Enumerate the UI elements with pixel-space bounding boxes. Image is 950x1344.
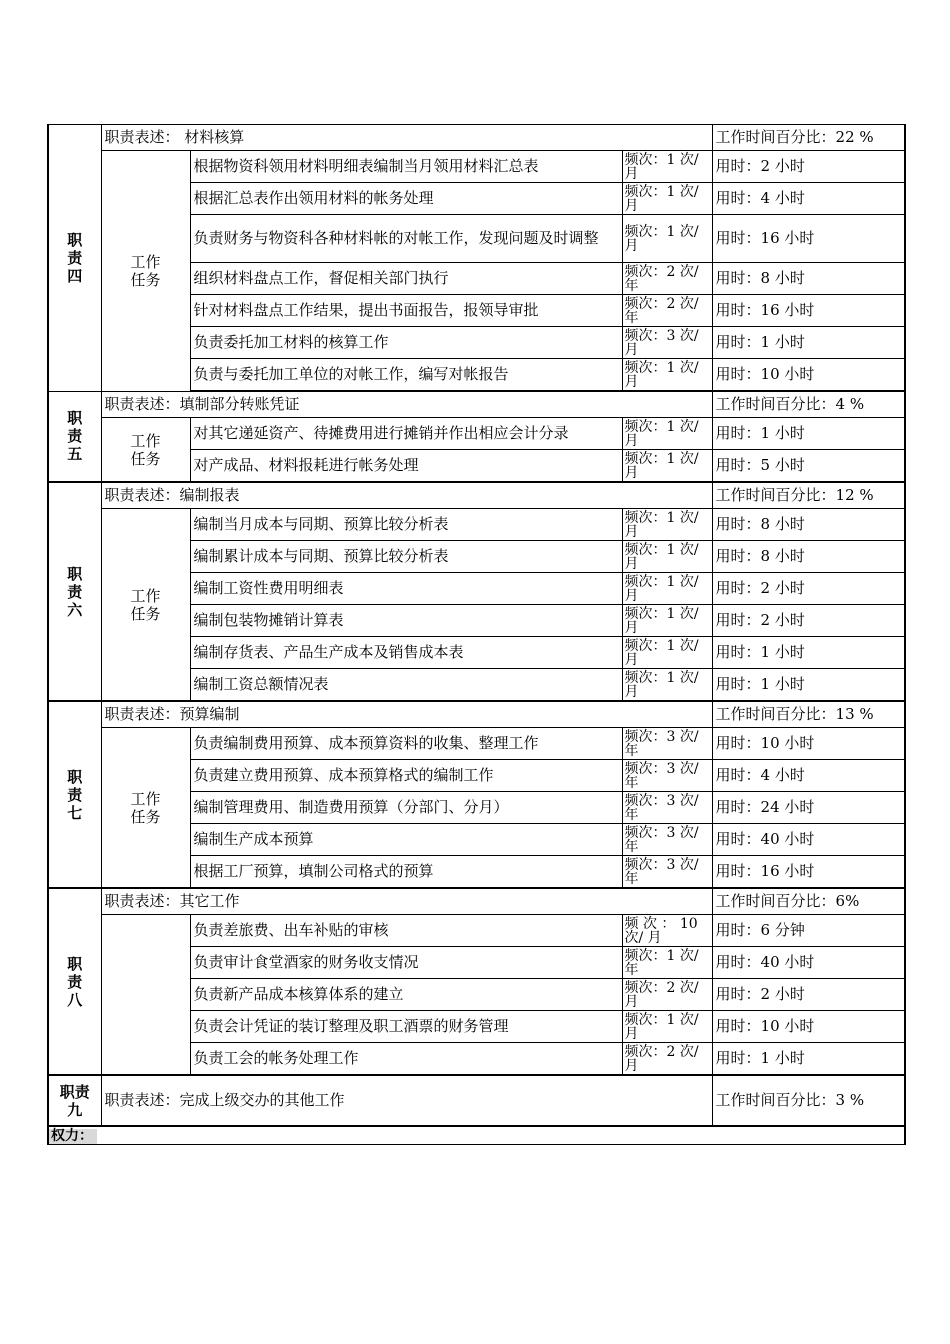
task-text: 负责委托加工材料的核算工作: [190, 327, 622, 359]
task-duration: 用时：2 小时: [712, 151, 905, 183]
duty-description: 职责表述： 材料核算: [101, 125, 712, 151]
work-tasks-label: 工作任务: [101, 509, 190, 702]
task-frequency: 频次：2 次/ 月: [622, 979, 712, 1011]
task-text: 对其它递延资产、待摊费用进行摊销并作出相应会计分录: [190, 418, 622, 450]
task-frequency: 频次：1 次/ 月: [622, 669, 712, 702]
duty-description: 职责表述：其它工作: [101, 888, 712, 915]
task-row: [48, 418, 905, 450]
work-tasks-label: 工作任务: [101, 728, 190, 889]
duty-description-row: [48, 482, 905, 509]
task-frequency: 频次：3 次/ 年: [622, 856, 712, 889]
task-text: 负责建立费用预算、成本预算格式的编制工作: [190, 760, 622, 792]
duty-label: 职责七: [48, 701, 101, 888]
work-tasks-label: 工作任务: [101, 418, 190, 483]
task-duration: 用时：2 小时: [712, 573, 905, 605]
work-tasks-label: 工作任务: [101, 151, 190, 392]
task-frequency: 频次：3 次/ 年: [622, 728, 712, 760]
power-cell: [48, 1126, 905, 1145]
task-text: 负责审计食堂酒家的财务收支情况: [190, 947, 622, 979]
task-frequency: 频 次 ： 10 次/ 月: [622, 915, 712, 947]
task-text: 负责财务与物资科各种材料帐的对帐工作，发现问题及时调整: [190, 215, 622, 263]
duty-description: 职责表述：填制部分转账凭证: [101, 391, 712, 418]
task-text: 负责差旅费、出车补贴的审核: [190, 915, 622, 947]
task-text: 根据工厂预算，填制公司格式的预算: [190, 856, 622, 889]
time-percentage: 工作时间百分比：3 %: [712, 1075, 905, 1126]
time-percentage: 工作时间百分比：13 %: [712, 701, 905, 728]
task-frequency: 频次：2 次/ 年: [622, 295, 712, 327]
task-frequency: 频次：1 次/ 月: [622, 418, 712, 450]
task-frequency: 频次：1 次/ 月: [622, 183, 712, 215]
task-duration: 用时：1 小时: [712, 1043, 905, 1076]
task-duration: 用时：10 小时: [712, 1011, 905, 1043]
task-duration: 用时：2 小时: [712, 605, 905, 637]
task-text: 编制当月成本与同期、预算比较分析表: [190, 509, 622, 541]
task-frequency: 频次：3 次/ 年: [622, 760, 712, 792]
duty-description: 职责表述：完成上级交办的其他工作: [101, 1075, 712, 1126]
task-text: 编制包装物摊销计算表: [190, 605, 622, 637]
task-frequency: 频次：1 次/月: [622, 509, 712, 541]
task-text: 负责新产品成本核算体系的建立: [190, 979, 622, 1011]
task-duration: 用时：1 小时: [712, 418, 905, 450]
task-duration: 用时：4 小时: [712, 760, 905, 792]
task-frequency: 频次：3 次/ 年: [622, 824, 712, 856]
task-duration: 用时：8 小时: [712, 509, 905, 541]
task-frequency: 频次：1 次/ 年: [622, 947, 712, 979]
task-duration: 用时：10 小时: [712, 359, 905, 392]
task-frequency: 频次：1 次/ 月: [622, 573, 712, 605]
duty-description-row: [48, 391, 905, 418]
task-duration: 用时：1 小时: [712, 637, 905, 669]
task-frequency: 频次：3 次/ 月: [622, 327, 712, 359]
task-duration: 用时：24 小时: [712, 792, 905, 824]
task-duration: 用时：40 小时: [712, 947, 905, 979]
task-frequency: 频次：1 次/ 月: [622, 637, 712, 669]
duty-description-row: [48, 125, 905, 151]
task-text: 编制存货表、产品生产成本及销售成本表: [190, 637, 622, 669]
task-row: [48, 509, 905, 541]
duty-description: 职责表述：编制报表: [101, 482, 712, 509]
task-frequency: 频次：2 次/ 年: [622, 263, 712, 295]
task-duration: 用时：6 分钟: [712, 915, 905, 947]
task-frequency: 频次：1 次/月: [622, 151, 712, 183]
duty-label: 职责六: [48, 482, 101, 701]
task-text: 根据汇总表作出领用材料的帐务处理: [190, 183, 622, 215]
task-row: [48, 728, 905, 760]
task-frequency: 频次：1 次/ 月: [622, 605, 712, 637]
task-duration: 用时：4 小时: [712, 183, 905, 215]
task-text: 负责编制费用预算、成本预算资料的收集、整理工作: [190, 728, 622, 760]
task-duration: 用时：1 小时: [712, 669, 905, 702]
time-percentage: 工作时间百分比：22 %: [712, 125, 905, 151]
task-text: 负责会计凭证的装订整理及职工酒票的财务管理: [190, 1011, 622, 1043]
task-duration: 用时：16 小时: [712, 215, 905, 263]
task-duration: 用时：16 小时: [712, 856, 905, 889]
duty-description-row: [48, 1075, 905, 1126]
task-text: 编制生产成本预算: [190, 824, 622, 856]
duty-label: 职责九: [48, 1075, 101, 1126]
task-frequency: 频次：1 次/月: [622, 541, 712, 573]
duty-table: [47, 124, 906, 1145]
time-percentage: 工作时间百分比：4 %: [712, 391, 905, 418]
duty-description-row: [48, 888, 905, 915]
power-row: [48, 1126, 905, 1145]
task-frequency: 频次：3 次/ 年: [622, 792, 712, 824]
task-text: 负责与委托加工单位的对帐工作，编写对帐报告: [190, 359, 622, 392]
duty-label: 职责五: [48, 391, 101, 482]
task-frequency: 频次：1 次/ 月: [622, 450, 712, 483]
task-duration: 用时：10 小时: [712, 728, 905, 760]
task-frequency: 频次：1 次/ 月: [622, 215, 712, 263]
duty-description-row: [48, 701, 905, 728]
power-label: 权力：: [49, 1129, 97, 1144]
task-text: 组织材料盘点工作，督促相关部门执行: [190, 263, 622, 295]
time-percentage: 工作时间百分比：12 %: [712, 482, 905, 509]
task-duration: 用时：5 小时: [712, 450, 905, 483]
task-frequency: 频次：1 次/ 月: [622, 1011, 712, 1043]
task-text: 负责工会的帐务处理工作: [190, 1043, 622, 1076]
task-frequency: 频次：2 次/ 月: [622, 1043, 712, 1076]
task-duration: 用时：1 小时: [712, 327, 905, 359]
task-duration: 用时：2 小时: [712, 979, 905, 1011]
task-duration: 用时：16 小时: [712, 295, 905, 327]
work-tasks-empty: [101, 915, 190, 1076]
task-row: [48, 151, 905, 183]
duty-description: 职责表述：预算编制: [101, 701, 712, 728]
duty-label: 职责八: [48, 888, 101, 1075]
task-text: 根据物资科领用材料明细表编制当月领用材料汇总表: [190, 151, 622, 183]
duty-label: 职责四: [48, 125, 101, 392]
task-text: 针对材料盘点工作结果，提出书面报告，报领导审批: [190, 295, 622, 327]
task-text: 对产成品、材料报耗进行帐务处理: [190, 450, 622, 483]
task-frequency: 频次：1 次/ 月: [622, 359, 712, 392]
task-text: 编制累计成本与同期、预算比较分析表: [190, 541, 622, 573]
task-text: 编制工资性费用明细表: [190, 573, 622, 605]
task-duration: 用时：40 小时: [712, 824, 905, 856]
task-text: 编制管理费用、制造费用预算（分部门、分月）: [190, 792, 622, 824]
task-text: 编制工资总额情况表: [190, 669, 622, 702]
task-duration: 用时：8 小时: [712, 263, 905, 295]
time-percentage: 工作时间百分比：6%: [712, 888, 905, 915]
task-row: [48, 915, 905, 947]
task-duration: 用时：8 小时: [712, 541, 905, 573]
